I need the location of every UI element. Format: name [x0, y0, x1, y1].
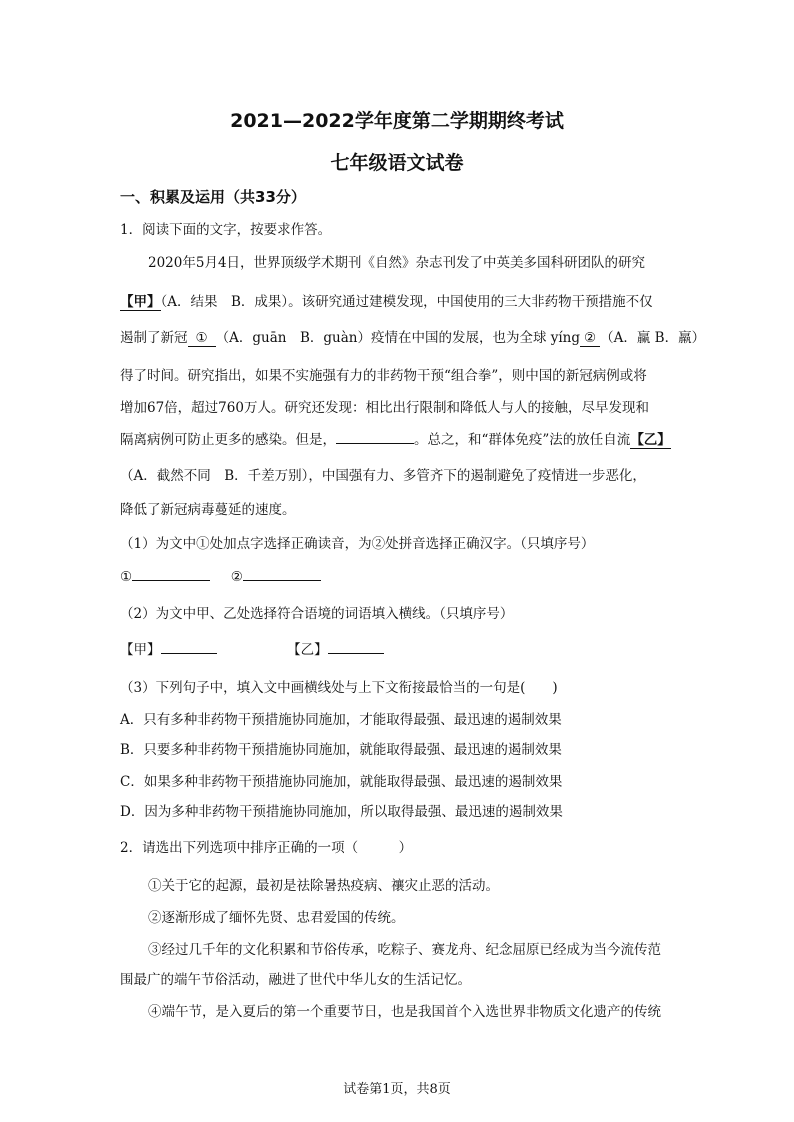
answer-label: ② — [230, 569, 243, 585]
question-1-prompt: 1．阅读下面的文字，按要求作答。 — [120, 222, 332, 238]
sentence-3: ③经过几千年的文化积累和节俗传承，吃粽子、赛龙舟、纪念屈原已经成为当今流传范 — [148, 942, 661, 958]
passage-line — [120, 326, 705, 346]
passage-text: 。总之，和“群体免疫”法的放任自流 — [414, 432, 631, 448]
answer-label: ① — [120, 569, 133, 585]
subquestion-2-answers — [120, 638, 384, 658]
exam-subtitle: 七年级语文试卷 — [330, 152, 464, 174]
fill-blank[interactable] — [336, 429, 414, 444]
sentence-1: ①关于它的起源，最初是祛除暑热疫病、禳灾止恶的活动。 — [148, 878, 499, 894]
answer-label: 【甲】 — [120, 642, 161, 658]
passage-line: 增加67倍，超过760万人。研究还发现：相比出行限制和降低人与人的接触，尽早发现和 — [120, 400, 649, 416]
blank-2-marker: ② — [580, 330, 600, 347]
answer-label: 【乙】 — [287, 642, 328, 658]
passage-text: （A．guān B．guàn）疫情在中国的发展，也为全球 yíng — [215, 330, 581, 346]
subquestion-3: （3）下列句子中，填入文中画横线处与上下文衔接最恰当的一句是( ) — [120, 680, 558, 696]
question-2-prompt: 2．请选出下列选项中排序正确的一项（ ） — [120, 840, 413, 856]
passage-line: 降低了新冠病毒蔓延的速度。 — [120, 502, 296, 518]
passage-text: 遏制了新冠 — [120, 330, 188, 346]
option-c[interactable]: C．如果多种非药物干预措施协同施加，就能取得最强、最迅速的遏制效果 — [120, 774, 563, 790]
option-d[interactable]: D．因为多种非药物干预措施协同施加，所以取得最强、最迅速的遏制效果 — [120, 804, 563, 820]
sentence-3-cont: 围最广的端午节俗活动，融进了世代中华儿女的生活记忆。 — [120, 972, 471, 988]
exam-title: 2021—2022学年度第二学期期终考试 — [230, 110, 564, 132]
answer-blank-2[interactable] — [243, 566, 321, 581]
subquestion-1-answers — [120, 566, 321, 585]
passage-text: （A．赢 B．羸） — [600, 330, 706, 346]
subquestion-2: （2）为文中甲、乙处选择符合语境的词语填入横线。（只填序号） — [120, 606, 514, 622]
passage-line — [120, 290, 653, 310]
answer-blank-yi[interactable] — [328, 639, 384, 654]
option-a[interactable]: A．只有多种非药物干预措施协同施加，才能取得最强、最迅速的遏制效果 — [120, 712, 562, 728]
passage-line: （A．截然不同 B．千差万别），中国强有力、多管齐下的遏制避免了疫情进一步恶化， — [120, 468, 646, 484]
passage-text: 隔离病例可防止更多的感染。但是， — [120, 432, 336, 448]
blank-yi-marker: 【乙】 — [630, 432, 671, 448]
page-footer: 试卷第1页，共8页 — [343, 1082, 451, 1097]
option-b[interactable]: B．只要多种非药物干预措施协同施加，就能取得最强、最迅速的遏制效果 — [120, 742, 562, 758]
blank-jia-marker: 【甲】 — [120, 294, 161, 310]
answer-blank-jia[interactable] — [161, 639, 217, 654]
subquestion-1: （1）为文中①处加点字选择正确读音，为②处拼音选择正确汉字。（只填序号） — [120, 536, 595, 552]
sentence-4: ④端午节，是入夏后的第一个重要节日，也是我国首个入选世界非物质文化遗产的传统 — [148, 1004, 661, 1020]
passage-line: 2020年5月4日，世界顶级学术期刊《自然》杂志刊发了中英美多国科研团队的研究 — [148, 255, 646, 271]
section-heading: 一、积累及运用（共33分） — [120, 188, 306, 206]
passage-text: （A．结果 B．成果）。该研究通过建模发现，中国使用的三大非药物干预措施不仅 — [160, 294, 653, 310]
blank-1-marker: ① — [188, 330, 216, 347]
sentence-2: ②逐渐形成了缅怀先贤、忠君爱国的传统。 — [148, 910, 405, 926]
answer-blank-1[interactable] — [132, 566, 210, 581]
passage-line: 得了时间。研究指出，如果不实施强有力的非药物干预“组合拳”，则中国的新冠病例或将 — [120, 368, 647, 384]
passage-line — [120, 428, 671, 448]
